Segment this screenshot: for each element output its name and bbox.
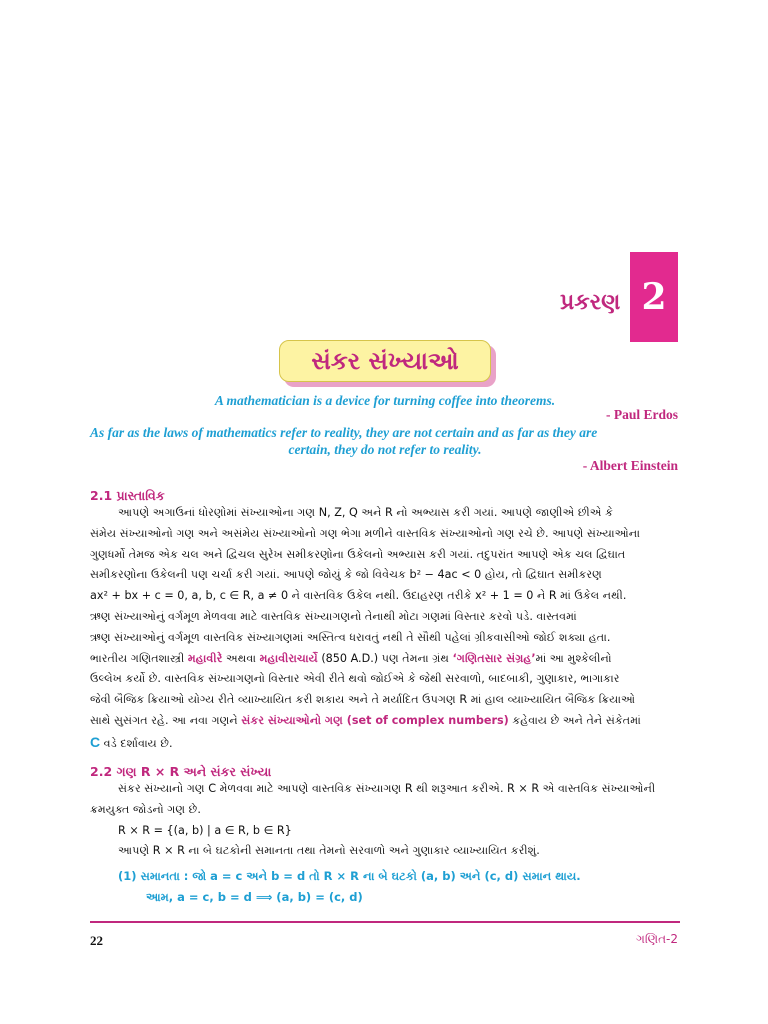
paragraph-line [90,711,680,732]
section-heading-2-1: 2.1 પ્રાસ્તાવિક [90,488,165,503]
paragraph-line: સંમેય સંખ્યાઓનો ગણ અને અસંમેય સંખ્યાઓનો ગણ ભેગા મળીને વાસ્તવિક સંખ્યાઓનો ગણ રચે છે. આપણે સંખ્યાઓના [90,526,640,540]
text-run: (850 A.D.) પણ તેમના ગ્રંથ [317,651,453,665]
paragraph-line: ગુણધર્મો તેમજ એક ચલ અને દ્વિચલ સુરેખ સમીકરણોના ઉકેલનો અભ્યાસ કરી ગયાં. તદુપરાંત આપણે એક ચલ દ્વિઘાત [90,547,626,561]
text-run: વડે દર્શાવાય છે. [100,736,173,750]
highlight-mahavir: મહાવીરે [187,651,223,665]
highlight-mahaviracharya: મહાવીરાચાર્યે [259,651,318,665]
chapter-number: 2 [630,252,678,342]
quote-author-erdos: - Paul Erdos [605,407,678,422]
paragraph-line [90,649,680,670]
paragraph-line [90,732,680,755]
paragraph-line: આપણે અગાઉનાં ધોરણોમાં સંખ્યાઓના ગણ N, Z, Q અને R નો અભ્યાસ કરી ગયાં. આપણે જાણીએ છીએ કે [118,506,613,519]
section-2-2-body [90,779,680,862]
book-name: ગણિત-2 [636,932,678,946]
chapter-label: પ્રકરણ [560,290,621,315]
paragraph-line: જેવી બૈજિક ક્રિયાઓ યોગ્ય રીતે વ્યાખ્યાયિત કરી શકાય અને તે મર્યાદિત ઉપગણ R માં હાલ વ્યાખ્યાયિત બૈજિક ક્રિયાઓ [90,693,636,707]
chapter-title: સંકર સંખ્યાઓ [279,340,491,382]
paragraph-line: ઉલ્લેખ કર્યો છે. વાસ્તવિક સંખ્યાગણનો વિસ્તાર એવી રીતે થવો જોઈએ કે જેથી સરવાળો, બાદબાકી, ગુણાકાર, ભાગાકાર [90,672,620,686]
footer-divider [90,921,680,923]
paragraph-line: આપણે R × R ના બે ઘટકોની સમાનતા તથા તેમનો સરવાળો અને ગુણાકાર વ્યાખ્યાયિત કરીશું. [118,844,540,858]
section-2-1-body [90,503,680,755]
section-heading-2-2: 2.2 ગણ R × R અને સંકર સંખ્યા [90,764,272,779]
highlight-complex-set: સંકર સંખ્યાઓનો ગણ (set of complex numbers) [241,713,509,727]
quote-author-einstein: - Albert Einstein [582,458,678,473]
symbol-c: C [90,733,101,750]
paragraph-line: ઋણ સંખ્યાઓનું વર્ગમૂળ મેળવવા માટે વાસ્તવિક સંખ્યાગણનો તેનાથી મોટા ગણમાં વિસ્તાર કરવો પડે. વાસ્તવમાં [90,609,577,623]
page-number: 22 [90,933,103,948]
paragraph-line: ax² + bx + c = 0, a, b, c ∈ R, a ≠ 0 ને વાસ્તવિક ઉકેલ નથી. ઉદાહરણ તરીકે x² + 1 = 0 ને R માં ઉકેલ નથી. [90,589,627,603]
text-run: માં આ મુશ્કેલીનો [535,651,612,665]
quote-einstein-line1: As far as the laws of mathematics refer to reality, they are not certain and as far as they are [90,425,598,440]
text-run: ભારતીય ગણિતશાસ્ત્રી [90,651,188,665]
paragraph-line: ઋણ સંખ્યાઓનું વર્ગમૂળ વાસ્તવિક સંખ્યાગણમાં અસ્તિત્વ ધરાવતું નથી તે સૌથી પહેલાં ગ્રીકવાસીઓ જોઈ શક્યા હતા. [90,630,611,644]
paragraph-line: સંકર સંખ્યાનો ગણ C મેળવવા માટે આપણે વાસ્તવિક સંખ્યાગણ R થી શરૂઆત કરીએ. R × R એ વાસ્તવિક સંખ્યાઓની [118,782,656,795]
paragraph-line: સમીકરણોના ઉકેલની પણ ચર્ચા કરી ગયાં. આપણે જોયું કે જો વિવેચક b² − 4ac < 0 હોય, તો દ્વિઘાત સમીકરણ [90,568,602,582]
paragraph-line: ક્રમયુક્ત જોડનો ગણ છે. [90,802,201,816]
text-run: અથવા [222,651,260,665]
text-run: સાથે સુસંગત રહે. આ નવા ગણને [90,713,242,727]
text-run: કહેવાય છે અને તેને સંકેતમાં [508,713,641,727]
highlight-book-title: ‘ગણિતસાર સંગ્રહ’ [452,651,536,665]
quote-einstein-line2: certain, they do not refer to reality. [288,442,482,457]
quote-erdos: A mathematician is a device for turning coffee into theorems. [214,393,556,408]
set-definition: R × R = {(a, b) | a ∈ R, b ∈ R} [118,823,292,837]
item-equality-conclusion: આમ, a = c, b = d ⟹ (a, b) = (c, d) [146,890,363,904]
item-equality: (1) સમાનતા : જો a = c અને b = d તો R × R ના બે ઘટકો (a, b) અને (c, d) સમાન થાય. [118,869,581,883]
